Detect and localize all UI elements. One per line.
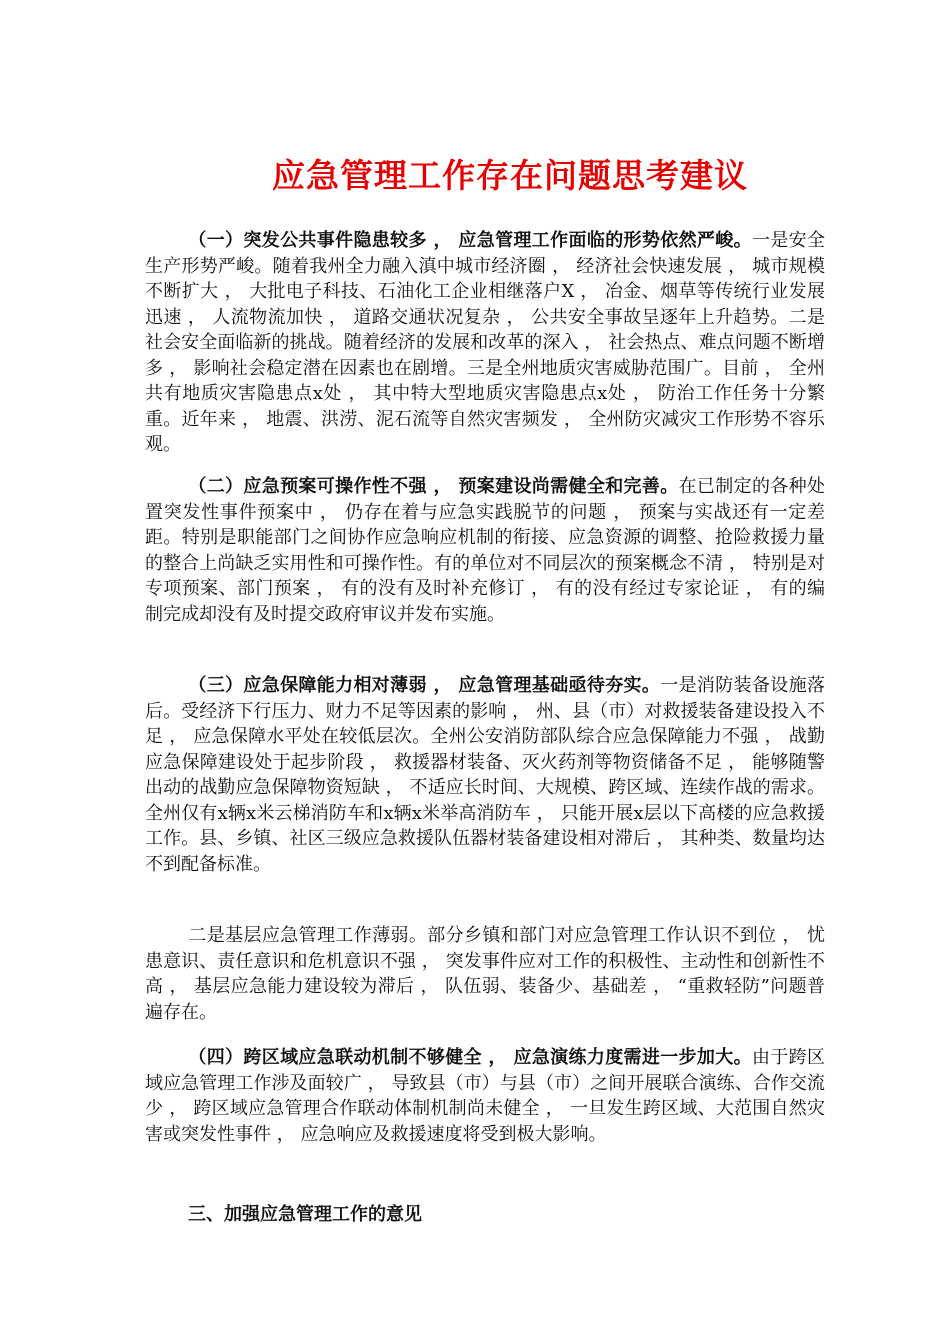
paragraph-4 <box>145 923 825 1025</box>
paragraph-lead: （四）跨区域应急联动机制不够健全 ， 应急演练力度需进一步加大。 <box>188 1047 752 1068</box>
paragraph-lead: （一）突发公共事件隐患较多 ， 应急管理工作面临的形势依然严峻。 <box>188 230 752 251</box>
section-heading: 三、加强应急管理工作的意见 <box>188 1204 422 1225</box>
paragraph-body: 在已制定的各种处置突发性事件预案中 ， 仍存在着与应急实践脱节的问题 ， 预案与实战还有一定差距。特别是职能部门之间协作应急响应机制的衔接、应急资源的调整、抢险救援力量的整合上尚缺乏实用性和可操作性。有的单位对不同层次的预案概念不清 ， 特别是对专项预案、部门预案 ， 有的没有及时补充修订 ， 有的没有经过专家论证 ， 有的编制完成却没有及时提交政府审议并发布实施。 <box>145 476 826 625</box>
paragraph-lead: （二）应急预案可操作性不强 ， 预案建设尚需健全和完善。 <box>188 476 679 497</box>
paragraph-body: 一是安全生产形势严峻。随着我州全力融入滇中城市经济圈 ， 经济社会快速发展 ， 城市规模不断扩大 ， 大批电子科技、石油化工企业相继落户X ， 冶金、烟草等传统行业发展迅速 ， 人流物流加快 ， 道路交通状况复杂 ， 公共安全事故呈逐年上升趋势。二是社会安全面临新的挑战。随着经济的发展和改革的深入 ， 社会热点、难点问题不断增多 ， 影响社会稳定潜在因素也在剧增。三是全州地质灾害威胁范围广。目前 ， 全州共有地质灾害隐患点x处 ， 其中特大型地质灾害隐患点x处 ， 防治工作任务十分繁重。近年来 ， 地震、洪涝、泥石流等自然灾害频发 ， 全州防灾减灾工作形势不容乐观。 <box>145 230 826 455</box>
paragraph-body: 一是消防装备设施落后。受经济下行压力、财力不足等因素的影响 ， 州、县（市）对救援装备建设投入不足 ， 应急保障水平处在较低层次。全州公安消防部队综合应急保障能力不强 ， 战勤应急保障建设处于起步阶段 ， 救援器材装备、灭火药剂等物资储备不足 ， 能够随警出动的战勤应急保障物资短缺 ， 不适应长时间、大规模、跨区域、连续作战的需求。全州仅有x辆x米云梯消防车和x辆x米举高消防车 ， 只能开展x层以下高楼的应急救援工作。县、乡镇、社区三级应急救援队伍器材装备建设相对滞后 ， 其种类、数量均达不到配备标准。 <box>145 675 826 875</box>
paragraph-lead: （三）应急保障能力相对薄弱 ， 应急管理基础亟待夯实。 <box>188 675 661 696</box>
paragraph-body: 由于跨区域应急管理工作涉及面较广 ， 导致县（市）与县（市）之间开展联合演练、合作交流少 ， 跨区域应急管理合作联动体制机制尚未健全 ， 一旦发生跨区域、大范围自然灾害或突发性事件 ， 应急响应及救援速度将受到极大影响。 <box>145 1047 826 1145</box>
paragraph-2 <box>145 474 825 627</box>
document-title: 应急管理工作存在问题思考建议 <box>272 156 748 195</box>
paragraph-1 <box>145 228 825 458</box>
paragraph-body: 二是基层应急管理工作薄弱。部分乡镇和部门对应急管理工作认识不到位 ， 忧患意识、责任意识和危机意识不强 ， 突发事件应对工作的积极性、主动性和创新性不高 ， 基层应急能力建设较为滞后 ， 队伍弱、装备少、基础差 ， “重救轻防”问题普遍存在。 <box>145 925 825 1023</box>
paragraph-5 <box>145 1045 825 1147</box>
paragraph-3 <box>145 673 825 877</box>
